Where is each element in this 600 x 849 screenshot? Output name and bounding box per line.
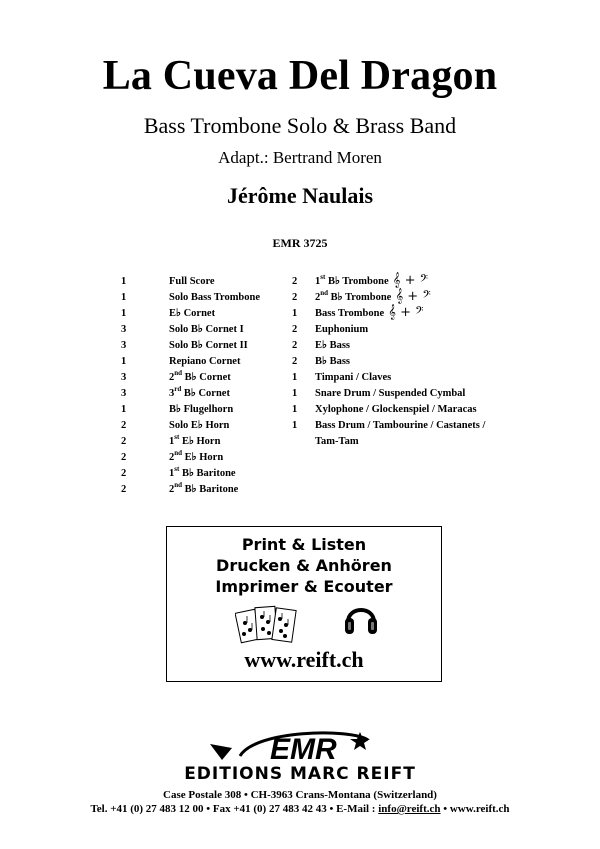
part-row	[121, 368, 260, 388]
part-row	[292, 356, 485, 372]
adaptation-credit: Adapt.: Bertrand Moren	[218, 148, 382, 167]
part-row	[292, 388, 485, 404]
part-name: 2nd B♭ Cornet	[169, 368, 231, 383]
part-quantity: 1	[292, 404, 298, 415]
part-quantity: 1	[292, 388, 298, 399]
part-quantity: 2	[121, 420, 127, 431]
part-name: Bass Drum / Tambourine / Castanets /	[315, 420, 486, 431]
part-quantity: 1	[292, 308, 298, 319]
clef-icon: 𝄞 + 𝄢	[391, 289, 431, 304]
part-name: Tam-Tam	[315, 436, 359, 447]
part-row	[121, 464, 260, 484]
part-quantity: 2	[292, 276, 298, 287]
part-quantity: 1	[292, 372, 298, 383]
part-name: B♭ Bass	[315, 356, 351, 367]
part-quantity: 2	[121, 452, 127, 463]
part-row	[121, 356, 260, 372]
part-row	[121, 384, 260, 404]
clef-icon: 𝄞 + 𝄢	[384, 305, 424, 320]
part-quantity: 2	[121, 436, 127, 447]
part-name: Solo Bass Trombone	[169, 292, 261, 303]
part-name: Timpani / Claves	[315, 372, 392, 383]
promo-line-german: Drucken & Anhören	[216, 556, 392, 575]
part-quantity: 1	[121, 404, 127, 415]
part-quantity: 2	[292, 340, 298, 351]
part-quantity: 3	[121, 372, 127, 383]
part-quantity	[292, 436, 315, 452]
part-row	[121, 340, 260, 356]
part-name: E♭ Cornet	[169, 308, 216, 319]
part-quantity: 1	[121, 276, 127, 287]
part-row	[121, 324, 260, 340]
promo-line-french: Imprimer & Ecouter	[215, 577, 393, 596]
emr-logo	[200, 726, 400, 764]
part-quantity: 2	[292, 356, 298, 367]
part-name: Bass Trombone 𝄞 + 𝄢	[315, 305, 424, 320]
part-row	[121, 308, 260, 324]
parts-list-left	[121, 276, 260, 500]
part-name: Solo B♭ Cornet II	[169, 340, 248, 351]
part-quantity: 2	[121, 484, 127, 495]
part-row	[121, 404, 260, 420]
headphones-icon	[343, 598, 379, 638]
part-name: 1st B♭ Trombone 𝄞 + 𝄢	[315, 272, 428, 288]
publisher-name: EDITIONS MARC REIFT	[184, 764, 416, 784]
part-row	[292, 404, 485, 420]
part-quantity: 2	[292, 292, 298, 303]
part-name: 1st B♭ Baritone	[169, 464, 236, 479]
page-title: La Cueva Del Dragon	[102, 53, 498, 99]
part-row	[121, 480, 260, 500]
contact-phone-fax: Tel. +41 (0) 27 483 12 00 • Fax +41 (0) 27 483 42 43 • E-Mail :	[90, 803, 379, 815]
part-quantity: 1	[121, 292, 127, 303]
part-quantity: 3	[121, 388, 127, 399]
part-quantity: 1	[292, 420, 298, 431]
part-row	[292, 305, 485, 324]
part-quantity: 1	[121, 308, 127, 319]
part-name: 2nd B♭ Trombone 𝄞 + 𝄢	[315, 288, 431, 304]
logo-text: EMR	[270, 733, 337, 764]
promo-line-english: Print & Listen	[241, 535, 367, 554]
part-name: 3rd B♭ Cornet	[169, 384, 230, 399]
parts-list-right	[292, 272, 486, 452]
part-row	[292, 420, 485, 436]
composer-name: Jérôme Naulais	[226, 183, 374, 208]
part-row	[292, 324, 485, 340]
part-name: Full Score	[169, 276, 215, 287]
part-row	[292, 436, 485, 452]
part-quantity: 3	[121, 340, 127, 351]
catalog-number: EMR 3725	[272, 236, 328, 250]
contact-website: • www.reift.ch	[440, 803, 510, 815]
part-name: E♭ Bass	[315, 340, 351, 351]
part-row	[292, 340, 485, 356]
part-quantity: 1	[121, 356, 127, 367]
part-name: 2nd B♭ Baritone	[169, 480, 239, 495]
part-name: B♭ Flugelhorn	[169, 404, 234, 415]
email-link[interactable]: info@reift.ch	[378, 803, 441, 815]
subtitle: Bass Trombone Solo & Brass Band	[143, 113, 457, 138]
part-row	[121, 420, 260, 436]
part-row	[121, 432, 260, 452]
website-url[interactable]: www.reift.ch	[244, 647, 364, 672]
part-row	[121, 448, 260, 468]
part-name: Snare Drum / Suspended Cymbal	[315, 388, 466, 399]
part-name: 2nd E♭ Horn	[169, 448, 224, 463]
part-name: Euphonium	[315, 324, 369, 335]
part-row	[121, 292, 260, 308]
part-name: Repiano Cornet	[169, 356, 241, 367]
part-quantity: 2	[292, 324, 298, 335]
part-name: 1st E♭ Horn	[169, 432, 221, 447]
part-name: Solo B♭ Cornet I	[169, 324, 244, 335]
publisher-address: Case Postale 308 • CH-3963 Crans-Montana (Switzerland)	[163, 789, 437, 801]
sheet-music-icon	[235, 603, 297, 647]
publisher-contact	[0, 803, 600, 815]
part-quantity: 2	[121, 468, 127, 479]
clef-icon: 𝄞 + 𝄢	[388, 273, 428, 288]
print-listen-box	[166, 526, 442, 682]
part-name: Solo E♭ Horn	[169, 420, 230, 431]
part-quantity: 3	[121, 324, 127, 335]
part-row	[121, 276, 260, 292]
part-name: Xylophone / Glockenspiel / Maracas	[315, 404, 477, 415]
part-row	[292, 372, 485, 388]
